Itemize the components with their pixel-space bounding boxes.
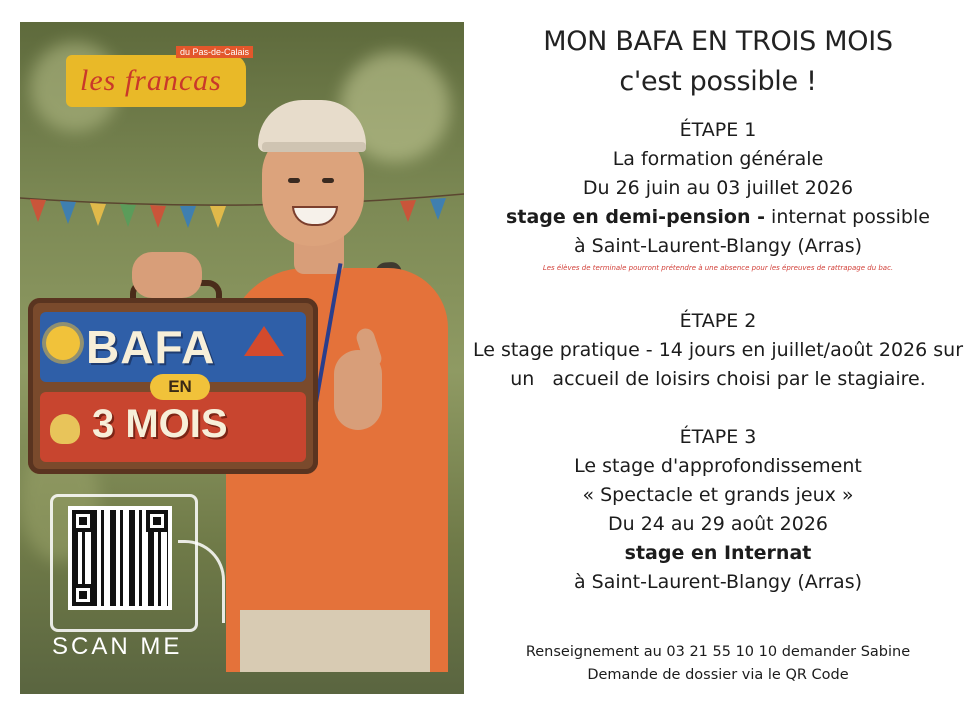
qr-finder-pattern bbox=[146, 510, 168, 532]
page-subtitle: c'est possible ! bbox=[619, 66, 817, 97]
step1-name: La formation générale bbox=[612, 148, 824, 170]
suitcase-title-bafa: BAFA bbox=[86, 321, 216, 373]
logo-brand-name: les francas bbox=[80, 64, 222, 97]
person-hand bbox=[132, 252, 202, 298]
theatre-masks-icon bbox=[50, 414, 80, 444]
sun-icon bbox=[46, 326, 80, 360]
logo-region-label: du Pas-de-Calais bbox=[176, 46, 253, 58]
step3-mode: stage en Internat bbox=[624, 542, 812, 564]
tent-icon bbox=[244, 326, 284, 356]
scan-me-label: SCAN ME bbox=[52, 633, 183, 660]
step1-dates: Du 26 juin au 03 juillet 2026 bbox=[582, 177, 854, 199]
person-cap-brim bbox=[262, 142, 366, 152]
step2-label: ÉTAPE 2 bbox=[679, 310, 757, 332]
suitcase-en-badge: EN bbox=[150, 374, 210, 400]
step1-mode bbox=[470, 206, 966, 228]
step2-line1: Le stage pratique - 14 jours en juillet/août 2026 sur bbox=[472, 339, 964, 361]
step3-dates: Du 24 au 29 août 2026 bbox=[607, 513, 829, 535]
step3-theme: « Spectacle et grands jeux » bbox=[582, 484, 854, 506]
qr-finder-pattern bbox=[72, 510, 94, 532]
step1-mode-rest: internat possible bbox=[765, 206, 930, 228]
page-title: MON BAFA EN TROIS MOIS bbox=[543, 26, 893, 57]
bunting-flags bbox=[20, 192, 464, 232]
step1-place: à Saint-Laurent-Blangy (Arras) bbox=[573, 235, 863, 257]
contact-qr-request: Demande de dossier via le QR Code bbox=[587, 667, 849, 683]
suitcase-title-3-mois: 3 MOIS bbox=[92, 402, 228, 446]
step2-line2: un accueil de loisirs choisi par le stagiaire. bbox=[510, 368, 926, 390]
step3-name: Le stage d'approfondissement bbox=[574, 455, 862, 477]
step3-label: ÉTAPE 3 bbox=[679, 426, 757, 448]
person-shorts bbox=[240, 610, 430, 672]
step1-mode-bold: stage en demi-pension - bbox=[506, 206, 765, 228]
contact-phone: Renseignement au 03 21 55 10 10 demander Sabine bbox=[525, 644, 911, 660]
step1-note: Les élèves de terminale pourront prétendre à une absence pour les épreuves de rattrapage du bac. bbox=[542, 264, 894, 272]
step1-label: ÉTAPE 1 bbox=[679, 119, 757, 141]
person-eye bbox=[288, 178, 300, 183]
person-eye bbox=[322, 178, 334, 183]
qr-finder-pattern bbox=[72, 584, 94, 606]
step3-place: à Saint-Laurent-Blangy (Arras) bbox=[573, 571, 863, 593]
